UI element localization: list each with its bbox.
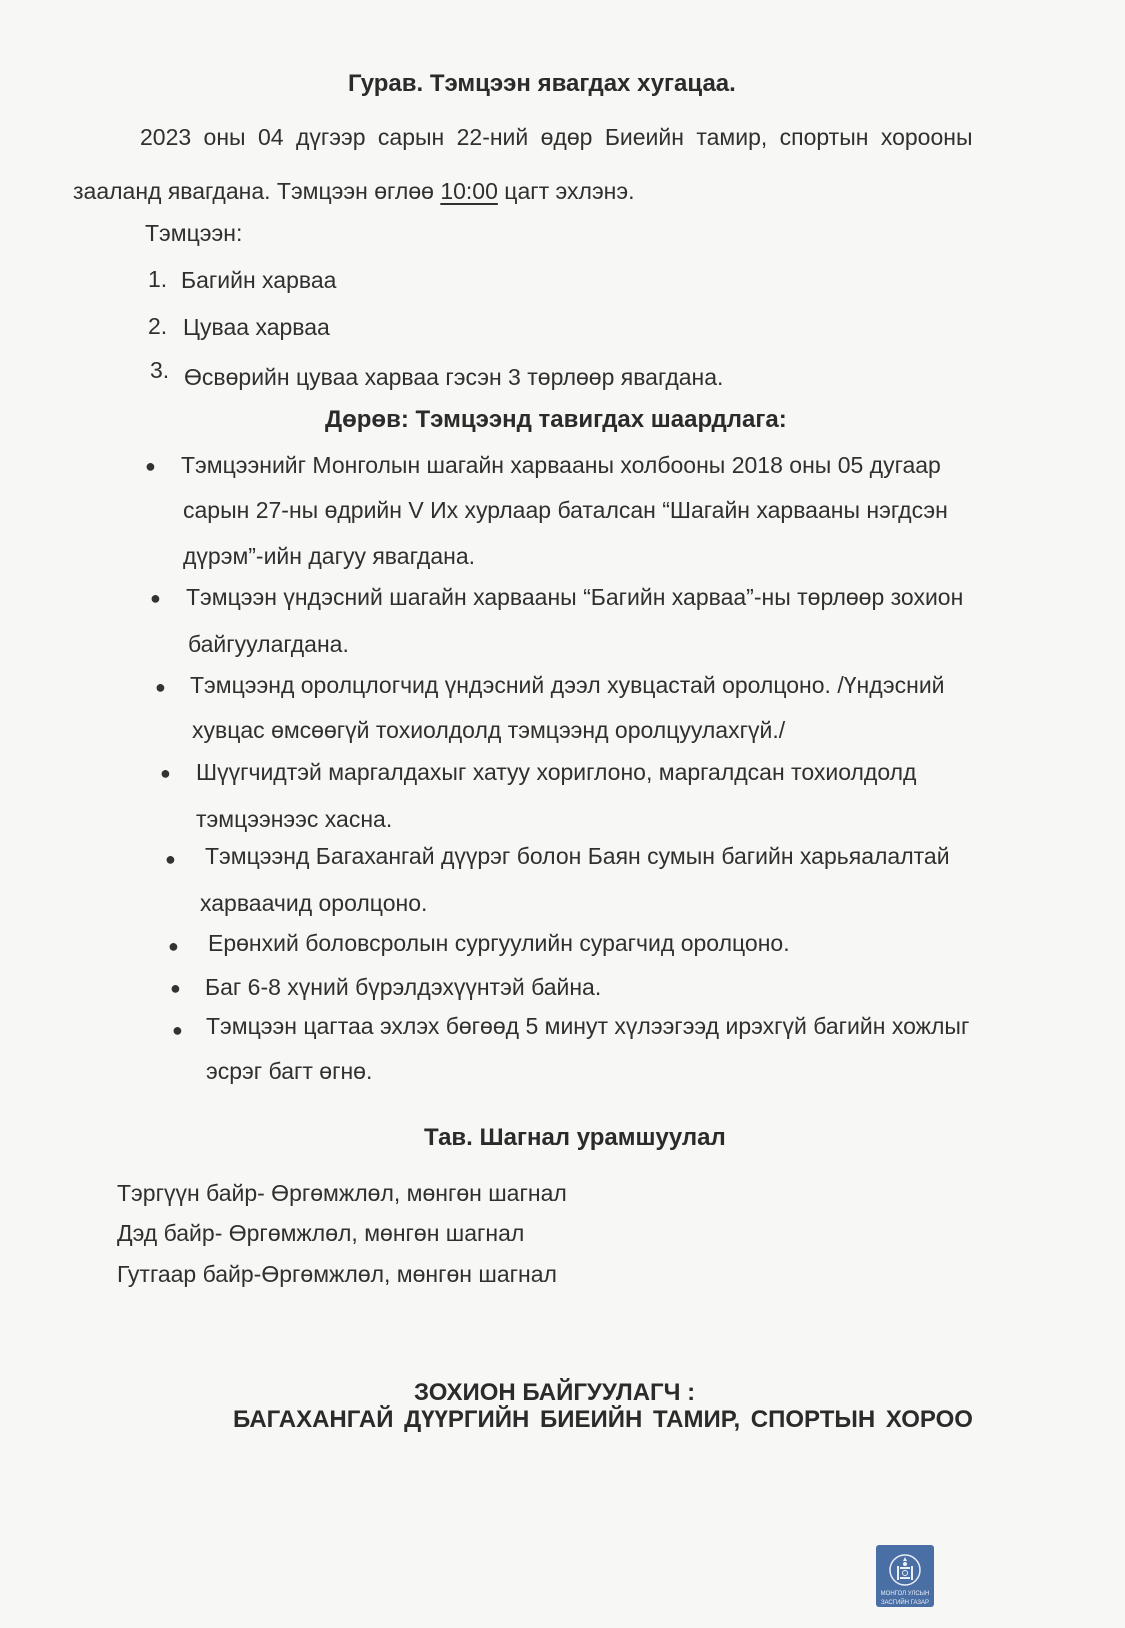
requirement-line: Ерөнхий боловсролын сургуулийн сурагчид оролцоно. (208, 930, 790, 956)
list-item: Багийн харваа (181, 267, 337, 293)
requirement-line: харваачид оролцоно. (200, 890, 428, 916)
section5-title: Тав. Шагнал урамшуулал (424, 1124, 726, 1151)
competitions-label: Тэмцээн: (145, 220, 243, 246)
award-line: Гутгаар байр-Өргөмжлөл, мөнгөн шагнал (117, 1261, 557, 1287)
bullet-icon: ● (170, 978, 181, 998)
section3-paragraph-pre: зааланд явагдана. Тэмцээн өглөө (73, 178, 434, 204)
award-line: Тэргүүн байр- Өргөмжлөл, мөнгөн шагнал (117, 1180, 567, 1206)
section3-title: Гурав. Тэмцээн явагдах хугацаа. (348, 70, 736, 97)
stamp-text-line1: МОНГОЛ УЛСЫН (880, 1591, 930, 1597)
requirement-line: Тэмцээнд оролцлогчид үндэсний дээл хувцастай оролцоно. /Үндэсний (190, 672, 945, 698)
requirement-line: тэмцээнээс хасна. (196, 806, 393, 832)
section4-title: Дөрөв: Тэмцээнд тавигдах шаардлага: (325, 406, 787, 433)
section3-paragraph-line2 (73, 178, 635, 205)
organizer-label: ЗОХИОН БАЙГУУЛАГЧ : (414, 1379, 696, 1406)
bullet-icon: ● (150, 588, 161, 608)
bullet-icon: ● (145, 456, 156, 476)
bullet-icon: ● (165, 849, 176, 869)
list-item: Цуваа харваа (183, 314, 330, 340)
requirement-line: Баг 6-8 хүний бүрэлдэхүүнтэй байна. (205, 974, 602, 1000)
section3-paragraph-post: цагт эхлэнэ. (504, 178, 635, 204)
government-emblem-stamp (876, 1545, 934, 1607)
list-item-number: 1. (148, 266, 168, 292)
bullet-icon: ● (168, 936, 179, 956)
requirement-line: байгуулагдана. (188, 631, 349, 657)
requirement-line: Тэмцээнийг Монголын шагайн харвааны холбооны 2018 оны 05 дугаар (181, 452, 941, 478)
bullet-icon: ● (160, 763, 171, 783)
start-time: 10:00 (440, 178, 498, 204)
requirement-line: хувцас өмсөөгүй тохиолдолд тэмцээнд оролцуулахгүй./ (192, 717, 786, 743)
section3-paragraph-line1: 2023 оны 04 дүгээр сарын 22-ний өдөр Биеийн тамир, спортын хорооны (140, 124, 973, 150)
organizer-name: БАГАХАНГАЙ ДҮҮРГИЙН БИЕИЙН ТАМИР, СПОРТЫН ХОРОО (233, 1406, 973, 1433)
soyombo-emblem-icon (888, 1551, 922, 1589)
requirement-line: Шүүгчидтэй маргалдахыг хатуу хориглоно, маргалдсан тохиолдолд (196, 759, 917, 785)
requirement-line: эсрэг багт өгнө. (206, 1058, 373, 1084)
award-line: Дэд байр- Өргөмжлөл, мөнгөн шагнал (117, 1220, 525, 1246)
requirement-line: Тэмцээн үндэсний шагайн харвааны “Багийн харваа”-ны төрлөөр зохион (186, 584, 964, 610)
bullet-icon: ● (172, 1020, 183, 1040)
requirement-line: Тэмцээнд Багахангай дүүрэг болон Баян сумын багийн харьяалалтай (205, 843, 950, 869)
requirement-line: сарын 27-ны өдрийн V Их хурлаар баталсан “Шагайн харвааны нэгдсэн (183, 497, 948, 523)
bullet-icon: ● (155, 677, 166, 697)
list-item: Өсвөрийн цуваа харваа гэсэн 3 төрлөөр явагдана. (184, 364, 724, 390)
requirement-line: Тэмцээн цагтаа эхлэх бөгөөд 5 минут хүлээгээд ирэхгүй багийн хожлыг (206, 1013, 970, 1039)
requirement-line: дүрэм”-ийн дагуу явагдана. (183, 543, 476, 569)
list-item-number: 3. (150, 357, 170, 383)
list-item-number: 2. (148, 313, 168, 339)
stamp-text-line2: ЗАСГИЙН ГАЗАР (880, 1600, 930, 1606)
